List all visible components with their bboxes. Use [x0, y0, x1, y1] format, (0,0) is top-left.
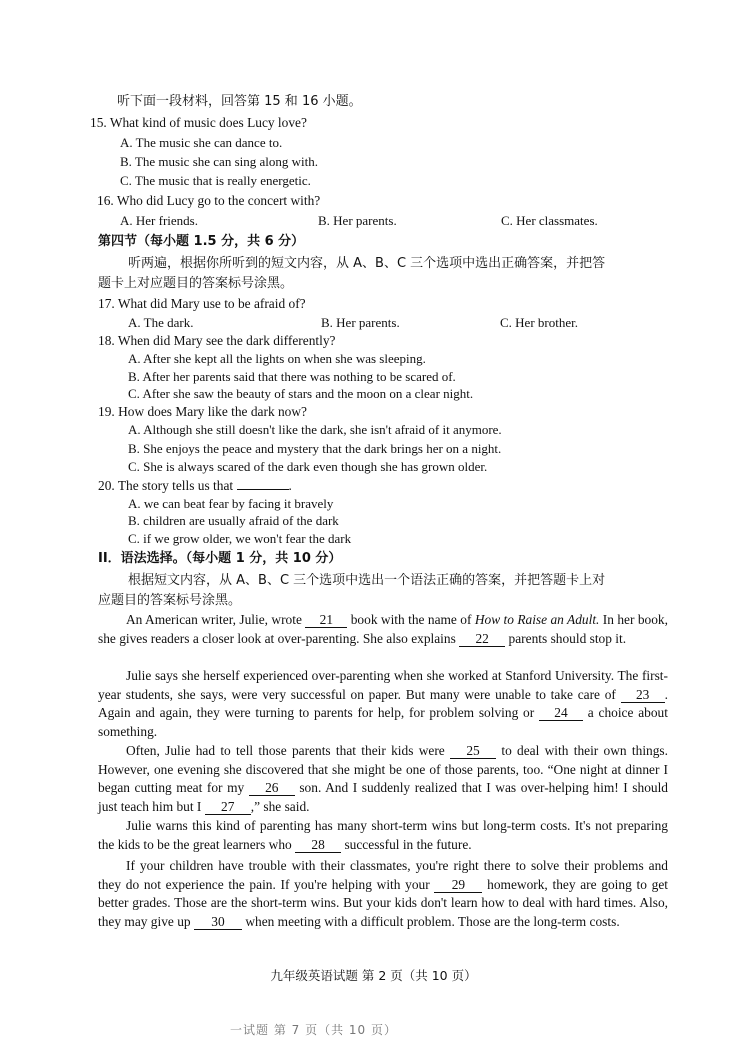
question-18-stem: 18. When did Mary see the dark differently?: [98, 333, 336, 348]
question-19-stem: 19. How does Mary like the dark now?: [98, 404, 307, 419]
question-18-option-c: C. After she saw the beauty of stars and the moon on a clear night.: [128, 386, 474, 401]
blank-29: 29: [434, 877, 482, 893]
passage-paragraph-4: Julie warns this kind of parenting has many short-term wins but long-term costs. It's not preparing the kids to be the great learners who 28 successful in the future.: [98, 818, 668, 852]
question-19-option-c: C. She is always scared of the dark even though she has grown older.: [128, 459, 488, 474]
blank-26: 26: [249, 780, 295, 796]
page-footer: 九年级英语试题 第 2 页（共 10 页）: [270, 968, 477, 983]
blank-30: 30: [194, 914, 242, 930]
question-20-blank: [237, 489, 289, 490]
passage-paragraph-1: An American writer, Julie, wrote 21 book with the name of How to Raise an Adult. In her book, she gives readers a closer look at over-parenting. She also explains 22 parents should stop it.: [98, 612, 668, 646]
question-16-option-c: C. Her classmates.: [501, 213, 598, 228]
book-title: How to Raise an Adult.: [474, 612, 600, 627]
question-17-stem: 17. What did Mary use to be afraid of?: [98, 296, 306, 311]
question-20-option-a: A. we can beat fear by facing it bravely: [128, 496, 334, 511]
question-20-option-b: B. children are usually afraid of the dark: [128, 513, 339, 528]
question-16-option-a: A. Her friends.: [120, 213, 198, 228]
question-18-option-a: A. After she kept all the lights on when she was sleeping.: [128, 351, 426, 366]
question-15-stem: 15. What kind of music does Lucy love?: [90, 115, 307, 130]
blank-23: 23: [621, 687, 665, 703]
question-15-option-b: B. The music she can sing along with.: [120, 154, 318, 169]
passage-paragraph-3: Often, Julie had to tell those parents that their kids were 25 to deal with their own things. However, one evening she discovered that she might be one of those parents, too. “One night at dinner I began cutting meat for my 26 son. And I suddenly realized that I was over-helping him! I should just teach him but I 27 ,” she said.: [98, 743, 668, 814]
grammar-heading: II．语法选择。（每小题 1 分，共 10 分）: [98, 551, 342, 566]
listening-intro: 听下面一段材料，回答第 15 和 16 小题。: [117, 94, 362, 109]
question-20-stem: 20. The story tells us that .: [98, 478, 292, 493]
question-20-stem-text: 20. The story tells us that: [98, 478, 234, 493]
question-15-option-c: C. The music that is really energetic.: [120, 173, 311, 188]
passage-paragraph-5: If your children have trouble with their classmates, you're right there to solve their problems and they do not experience the pain. If you're helping with your 29 homework, they are going to get better grades. Those are the short-term wins. But your kids don't learn how to deal with hard times. Also, they may give up 30 when meeting with a difficult problem. Those are the long-term costs.: [98, 858, 668, 929]
blank-22: 22: [459, 631, 505, 647]
question-20-option-c: C. if we grow older, we won't fear the dark: [128, 531, 352, 546]
question-16-option-b: B. Her parents.: [318, 213, 397, 228]
question-15-option-a: A. The music she can dance to.: [120, 135, 283, 150]
passage-paragraph-2: Julie says she herself experienced over-parenting when she worked at Stanford University. The first-year students, she says, were very successful on paper. But many were unable to take care of 23 . Again and again, they were turning to parents for help, for problem solving or 24 a choice about something.: [98, 668, 668, 739]
blank-25: 25: [450, 743, 496, 759]
grammar-instruction-2: 应题目的答案标号涂黑。: [98, 593, 242, 608]
question-19-option-a: A. Although she still doesn't like the dark, she isn't afraid of it anymore.: [128, 422, 502, 437]
question-18-option-b: B. After her parents said that there was nothing to be scared of.: [128, 369, 456, 384]
blank-21: 21: [305, 612, 347, 628]
bleed-through-footer: 一试题 第 7 页（共 10 页）: [230, 1023, 397, 1037]
question-19-option-b: B. She enjoys the peace and mystery that the dark brings her on a night.: [128, 441, 502, 456]
question-16-stem: 16. Who did Lucy go to the concert with?: [97, 193, 321, 208]
question-17-option-b: B. Her parents.: [321, 315, 400, 330]
section-4-instruction-2: 题卡上对应题目的答案标号涂黑。: [98, 276, 294, 291]
section-4-instruction-1: 听两遍，根据你所听到的短文内容，从 A、B、C 三个选项中选出正确答案，并把答: [128, 256, 606, 271]
blank-24: 24: [539, 705, 583, 721]
blank-28: 28: [295, 837, 341, 853]
blank-27: 27: [205, 799, 251, 815]
grammar-instruction-1: 根据短文内容，从 A、B、C 三个选项中选出一个语法正确的答案，并把答题卡上对: [128, 573, 606, 588]
section-4-heading: 第四节（每小题 1.5 分，共 6 分）: [98, 234, 305, 249]
question-17-option-c: C. Her brother.: [500, 315, 578, 330]
question-17-option-a: A. The dark.: [128, 315, 194, 330]
